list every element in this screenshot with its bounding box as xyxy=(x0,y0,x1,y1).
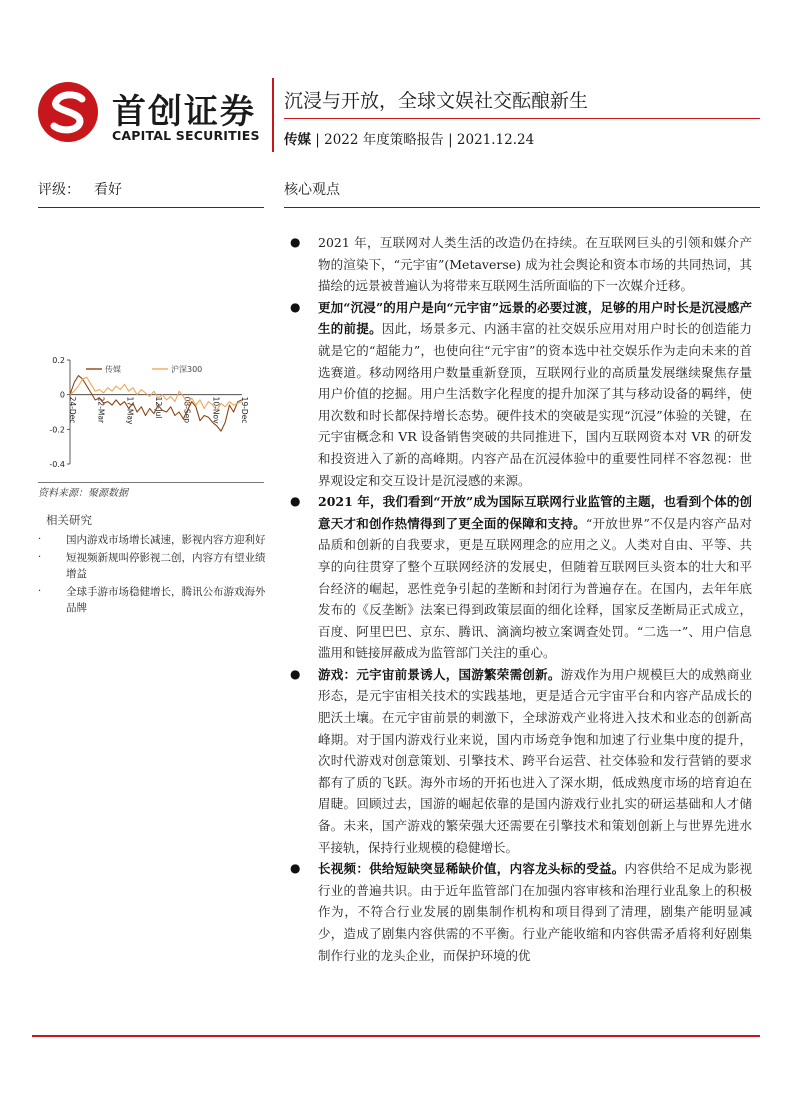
related-research-item[interactable] xyxy=(38,550,266,582)
x-tick-label: 17-May xyxy=(125,396,135,425)
core-view-lead: 更加“沉浸”的用户是向“元宇宙”远景的必要过渡，足够的用户时长是沉浸感产生的前提。 xyxy=(318,299,752,337)
core-view-text: 2021 年，互联网对人类生活的改造仍在持续。在互联网巨头的引领和媒介产物的渲染下，“元宇宙”(Metaverse) 成为社会舆论和资本市场的共同热词，其描绘的远景被普遍认为将带来互联网生活所面临的下一次媒介迁移。 xyxy=(318,235,752,294)
logo-chinese-name: 首创证券 xyxy=(112,92,256,132)
industry-label: 传媒 xyxy=(284,132,311,148)
footer-rule xyxy=(32,1035,760,1037)
bullet-icon: ● xyxy=(290,235,301,249)
core-view-text: 内容供给不足成为影视行业的普遍共识。由于近年监管部门在加强内容审核和治理行业乱象上的积极作为，不符合行业发展的剧集制作机构和项目得到了清理，剧集产能明显减少，造成了剧集内容供需的不平衡。行业产能收缩和内容供需矛盾将利好剧集制作行业的龙头企业，而保护环境的优 xyxy=(318,861,752,963)
core-view-text: 因此，场景多元、内涵丰富的社交娱乐应用对用户时长的创造能力就是它的“超能力”，也使向往“元宇宙”的资本选中社交娱乐作为走向未来的首选赛道。移动网络用户数量重新登顶，互联网行业的高质量发展继续聚焦存量用户价值的挖掘。用户生活数字化程度的提升加深了其与移动设备的羁绊，使用次数和时长都保持增长态势。硬件技术的突破是实现“沉浸”体验的关键，在元宇宙概念和 VR 设备销售突破的共同推进下，国内互联网资本对 VR 的研发和投资进入了新的高峰期。内容产品在沉浸体验中的重要性同样不容忽视：世界观设定和交互设计是沉浸感的来源。 xyxy=(318,321,752,488)
chart-bottom-rule xyxy=(38,482,264,483)
related-research-item[interactable] xyxy=(38,584,266,616)
x-tick-label: 12-Jul xyxy=(154,396,163,419)
right-header-rule xyxy=(284,207,760,208)
rating xyxy=(38,179,122,199)
bullet-dot-icon: · xyxy=(38,586,42,597)
y-tick-label: -0.4 xyxy=(49,460,65,469)
related-research-title: 相关研究 xyxy=(46,513,92,527)
x-tick-label: 24-Dec xyxy=(68,396,77,424)
related-research-text: 全球手游市场稳健增长，腾讯公布游戏海外品牌 xyxy=(66,586,266,614)
bullet-icon: ● xyxy=(290,299,301,314)
related-research-list xyxy=(38,532,266,618)
bullet-icon: ● xyxy=(290,861,301,876)
core-view-item xyxy=(290,858,752,966)
x-tick-label: 22-Mar xyxy=(96,396,106,424)
logo-english-name: CAPITAL SECURITIES xyxy=(112,128,260,143)
core-view-lead: 游戏：元宇宙前景诱人，国游繁荣需创新。 xyxy=(318,666,561,682)
core-view-lead: 长视频：供给短缺突显稀缺价值，内容龙头标的受益。 xyxy=(318,861,625,877)
report-type-date: | 2022 年度策略报告 | 2021.12.24 xyxy=(311,132,535,148)
core-view-lead: 2021 年，我们看到“开放”成为国际互联网行业监管的主题，也看到个体的创意天才和创作热情得到了更全面的保障和支持。 xyxy=(318,494,752,531)
x-tick-label: 19-Dec xyxy=(240,396,249,424)
rating-value: 看好 xyxy=(94,182,122,198)
x-tick-label: 08-Sep xyxy=(182,396,192,424)
bullet-dot-icon: · xyxy=(38,534,42,545)
x-tick-label: 10-Nov xyxy=(211,396,221,424)
bullet-dot-icon: · xyxy=(38,552,42,563)
report-title: 沉浸与开放，全球文娱社交酝酿新生 xyxy=(284,90,589,112)
core-views-title: 核心观点 xyxy=(284,182,340,198)
y-tick-label: 0.2 xyxy=(52,356,65,365)
core-view-item xyxy=(290,664,752,858)
core-view-item xyxy=(290,491,752,664)
legend-label: 传媒 xyxy=(105,365,121,374)
performance-chart-svg xyxy=(38,352,264,480)
core-views-list xyxy=(290,232,752,966)
legend-label: 沪深300 xyxy=(171,365,203,374)
chart-source: 资料来源：聚源数据 xyxy=(38,488,128,499)
header-divider xyxy=(272,78,274,152)
y-tick-label: 0 xyxy=(59,390,65,400)
core-view-item xyxy=(290,232,752,297)
related-research-text: 国内游戏市场增长减速，影视内容方迎利好 xyxy=(66,534,266,546)
logo-mark-icon xyxy=(36,80,100,144)
capital-securities-logo xyxy=(36,78,266,150)
core-view-text: “开放世界”不仅是内容产品对品质和创新的自我要求，更是互联网理念的应用之义。人类对自由、平等、共享的向往贯穿了整个互联网经济的发展史，但随着互联网巨头资本的壮大和平台经济的崛起，恶性竞争引起的垄断和封闭行为普遍存在。在国内，去年年底发布的《反垄断》法案已得到政策层面的细化诠释，国家反垄断局正式成立，百度、阿里巴巴、京东、腾讯、滴滴均被立案调查处罚。“二选一”、用户信息滥用和链接屏蔽成为监管部门关注的重心。 xyxy=(318,515,752,661)
title-rule xyxy=(284,118,760,119)
core-view-item xyxy=(290,297,752,491)
report-subtitle xyxy=(284,128,534,148)
related-research-item[interactable] xyxy=(38,532,266,548)
y-tick-label: -0.2 xyxy=(49,425,65,435)
related-research-text: 短视频新规叫停影视二创，内容方有望业绩增益 xyxy=(66,552,266,580)
bullet-icon: ● xyxy=(290,494,301,509)
performance-chart xyxy=(38,352,264,480)
rating-label: 评级： xyxy=(38,182,80,198)
core-view-text: 游戏作为用户规模巨大的成熟商业形态，是元宇宙相关技术的实践基地，更是适合元宇宙平台和内容产品成长的肥沃土壤。在元宇宙前景的刺激下，全球游戏产业将进入技术和业态的创新高峰期。对于国内游戏行业来说，国内市场竞争饱和加速了行业集中度的提升，次时代游戏对创意策划、引擎技术、跨平台运营、社交体验和发行营销的要求都有了质的飞跃。海外市场的开拓也进入了深水期，低成熟度市场的培育迫在眉睫。回顾过去，国游的崛起依靠的是国内游戏行业扎实的研运基础和人才储备。未来，国产游戏的繁荣强大还需要在引擎技术和策划创新上与世界先进水平接轨，保持行业规模的稳健增长。 xyxy=(318,666,752,855)
bullet-icon: ● xyxy=(290,666,301,681)
left-header-rule xyxy=(38,207,264,208)
